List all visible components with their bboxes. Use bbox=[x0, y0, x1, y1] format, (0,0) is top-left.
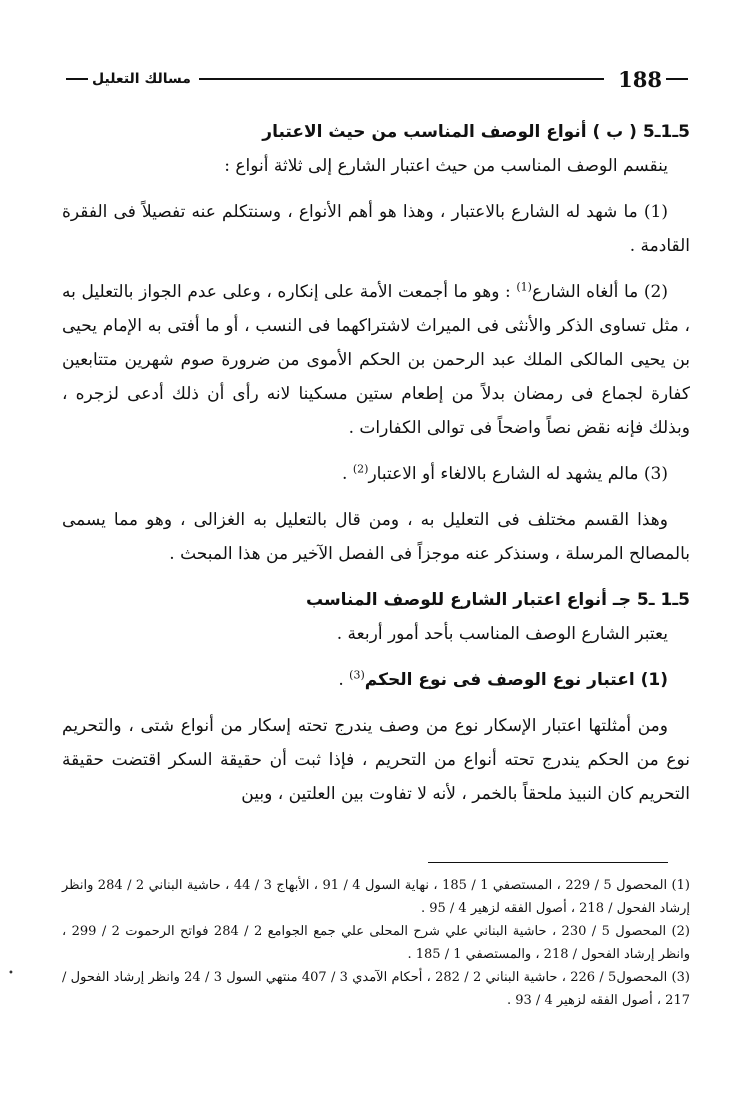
footnote-2: (2) المحصول 5 / 230 ، حاشية البناني علي شرح المحلى علي جمع الجوامع 2 / 284 فواتح الرحموت 2 / 299 ، وانظر إرشاد الفحول / 218 ، والمستصفي 1 / 185 . bbox=[62, 924, 690, 962]
item-3-lead: (3) مالم يشهد له الشارع بالالغاء أو الاعتبار bbox=[368, 464, 668, 484]
footnote-ref-2: (2) bbox=[352, 462, 369, 476]
section-heading-c: 5ـ1 ـ5 جـ أنواع اعتبار الشارع للوصف المناسب bbox=[305, 590, 690, 610]
header-dash-end bbox=[66, 78, 88, 80]
footnote-ref-1: (1) bbox=[516, 280, 532, 294]
section-b-item-2 bbox=[62, 275, 690, 445]
item-2-lead: (2) ما ألغاه الشارع bbox=[531, 282, 668, 302]
footnote-ref-3: (3) bbox=[349, 668, 365, 682]
scan-speck: • bbox=[8, 968, 14, 979]
running-header bbox=[62, 66, 692, 92]
section-b-item-1: (1) ما شهد له الشارع بالاعتبار ، وهذا هو أهم الأنواع ، وسنتكلم عنه تفصيلاً فى الفقرة القادمة . bbox=[62, 202, 690, 256]
footnote-3: (3) المحصول5 / 226 ، حاشية البناني 2 / 282 ، أحكام الآمدي 3 / 407 منتهي السول 3 / 24 وانظر إرشاد الفحول / 217 ، أصول الفقه لزهير 4 / 93 . bbox=[62, 970, 690, 1008]
section-heading-b: 5ـ1ـ5 ( ب ) أنواع الوصف المناسب من حيث الاعتبار bbox=[262, 122, 690, 142]
section-c-intro: يعتبر الشارع الوصف المناسب بأحد أمور أربعة . bbox=[336, 624, 668, 644]
footnote-1: (1) المحصول 5 / 229 ، المستصفي 1 / 185 ، نهاية السول 4 / 91 ، الأبهاج 3 / 44 ، حاشية البناني 2 / 284 وانظر إرشاد الفحول / 218 ، أصول الفقه لزهير 4 / 95 . bbox=[62, 878, 690, 916]
section-b-intro: ينقسم الوصف المناسب من حيث اعتبار الشارع إلى ثلاثة أنواع : bbox=[224, 156, 668, 176]
sub-1-end: . bbox=[338, 670, 350, 690]
section-b-item-3 bbox=[62, 457, 690, 491]
item-2-rest: : وهو ما أجمعت الأمة على إنكاره ، وعلى عدم الجواز بالتعليل به ، مثل تساوى الذكر والأنثى فى الميراث لاشتراكهما فى النسب ، أو ما أفتى به الإمام يحيى بن يحيى المالكى الملك عبد الرحمن بن الحكم الأموى من ضرورة صوم شهرين متتابعين كفارة لجماع فى رمضان بدلاً من إطعام ستين مسكينا لانه رأى أن ذلك أدعى لزجره ، وبذلك فإنه نقض نصاً واضحاً فى توالى الكفارات . bbox=[62, 282, 690, 438]
header-dash bbox=[666, 78, 688, 80]
footnotes bbox=[62, 874, 690, 1012]
sub-1-title: (1) اعتبار نوع الوصف فى نوع الحكم bbox=[364, 670, 668, 690]
main-text bbox=[62, 115, 690, 823]
page-number: 188 bbox=[618, 66, 662, 92]
header-rule bbox=[199, 78, 604, 80]
item-3-end: . bbox=[342, 464, 353, 484]
section-b-closing: وهذا القسم مختلف فى التعليل به ، ومن قال بالتعليل به الغزالى ، وهو مما يسمى بالمصالح المرسلة ، وسنذكر عنه موجزاً فى الفصل الآخير من هذا المبحث . bbox=[62, 510, 690, 564]
section-c-paragraph: ومن أمثلتها اعتبار الإسكار نوع من وصف يندرج تحته إسكار من أنواع شتى ، والتحريم نوع من الحكم يندرج تحته أنواع من التحريم ، فإذا ثبت أن حقيقة السكر اقتضت حقيقة التحريم كان النبيذ ملحقاً بالخمر ، لأنه لا تفاوت بين العلتين ، وبين bbox=[62, 716, 690, 804]
section-c-sub-1 bbox=[62, 663, 690, 697]
running-title: مسالك التعليل bbox=[92, 71, 191, 87]
footnote-rule bbox=[428, 862, 668, 863]
